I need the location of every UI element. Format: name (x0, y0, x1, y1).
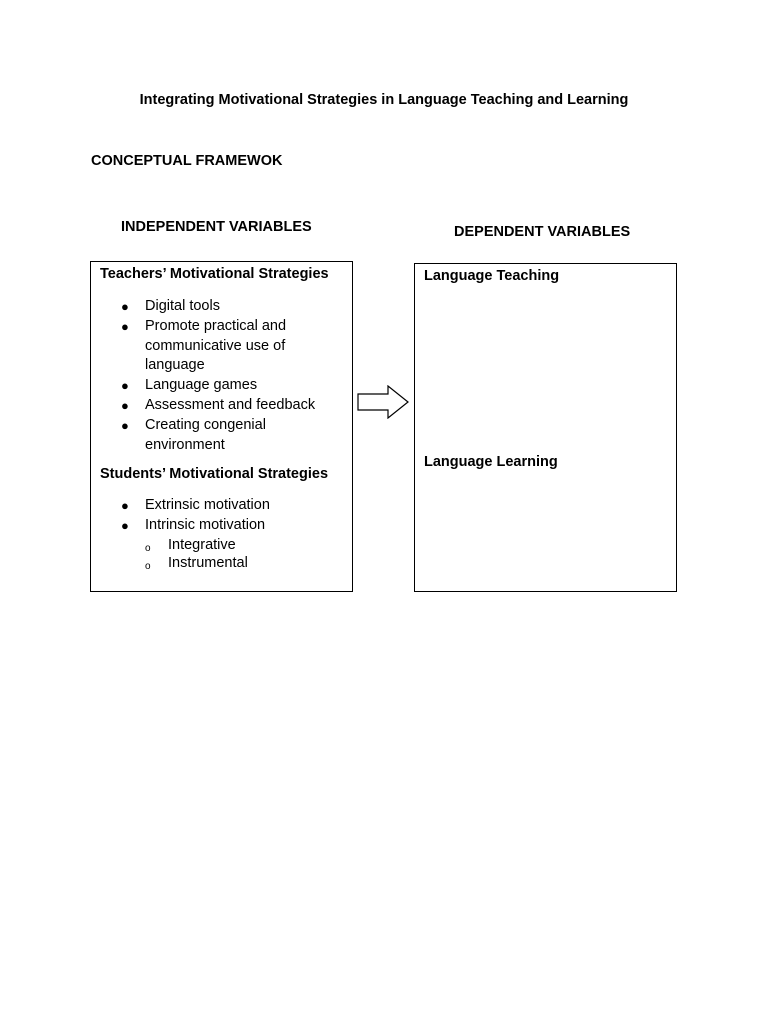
bullet-icon: ● (121, 418, 129, 433)
list-item (121, 396, 346, 416)
list-item-text: Extrinsic motivation (145, 497, 270, 513)
document-title: Integrating Motivational Strategies in Language Teaching and Learning (139, 92, 629, 108)
right-arrow-icon (357, 385, 411, 419)
bullet-icon: ● (121, 378, 129, 393)
sub-list-item (145, 536, 345, 556)
list-item-text: Promote practical and communicative use of language (145, 318, 287, 373)
list-item (121, 317, 346, 376)
independent-variables-heading: INDEPENDENT VARIABLES (121, 219, 312, 235)
dependent-variables-box (414, 263, 677, 592)
bullet-icon: ● (121, 319, 129, 334)
bullet-icon: ● (121, 398, 129, 413)
language-teaching-label: Language Teaching (424, 268, 560, 284)
students-strategies-title: Students’ Motivational Strategies (100, 466, 329, 482)
circle-bullet-icon: o (145, 543, 151, 554)
list-item (121, 496, 346, 516)
bullet-icon: ● (121, 518, 129, 533)
list-item-text: Digital tools (145, 298, 220, 314)
circle-bullet-icon: o (145, 561, 151, 572)
teachers-strategies-title: Teachers’ Motivational Strategies (100, 266, 329, 282)
list-item-text: Language games (145, 377, 258, 393)
list-item (121, 297, 346, 317)
language-learning-label: Language Learning (424, 454, 558, 470)
sub-list-item (145, 554, 345, 574)
bullet-icon: ● (121, 498, 129, 513)
list-item-text: Intrinsic motivation (145, 517, 266, 533)
list-item (121, 416, 346, 455)
list-item-text: Assessment and feedback (145, 397, 316, 413)
sub-list-item-text: Integrative (168, 537, 236, 553)
sub-list-item-text: Instrumental (168, 555, 248, 571)
list-item (121, 516, 346, 536)
list-item-text: Creating congenial environment (145, 417, 266, 453)
bullet-icon: ● (121, 299, 129, 314)
list-item (121, 376, 346, 396)
dependent-variables-heading: DEPENDENT VARIABLES (454, 224, 631, 240)
section-heading: CONCEPTUAL FRAMEWOK (91, 153, 283, 169)
